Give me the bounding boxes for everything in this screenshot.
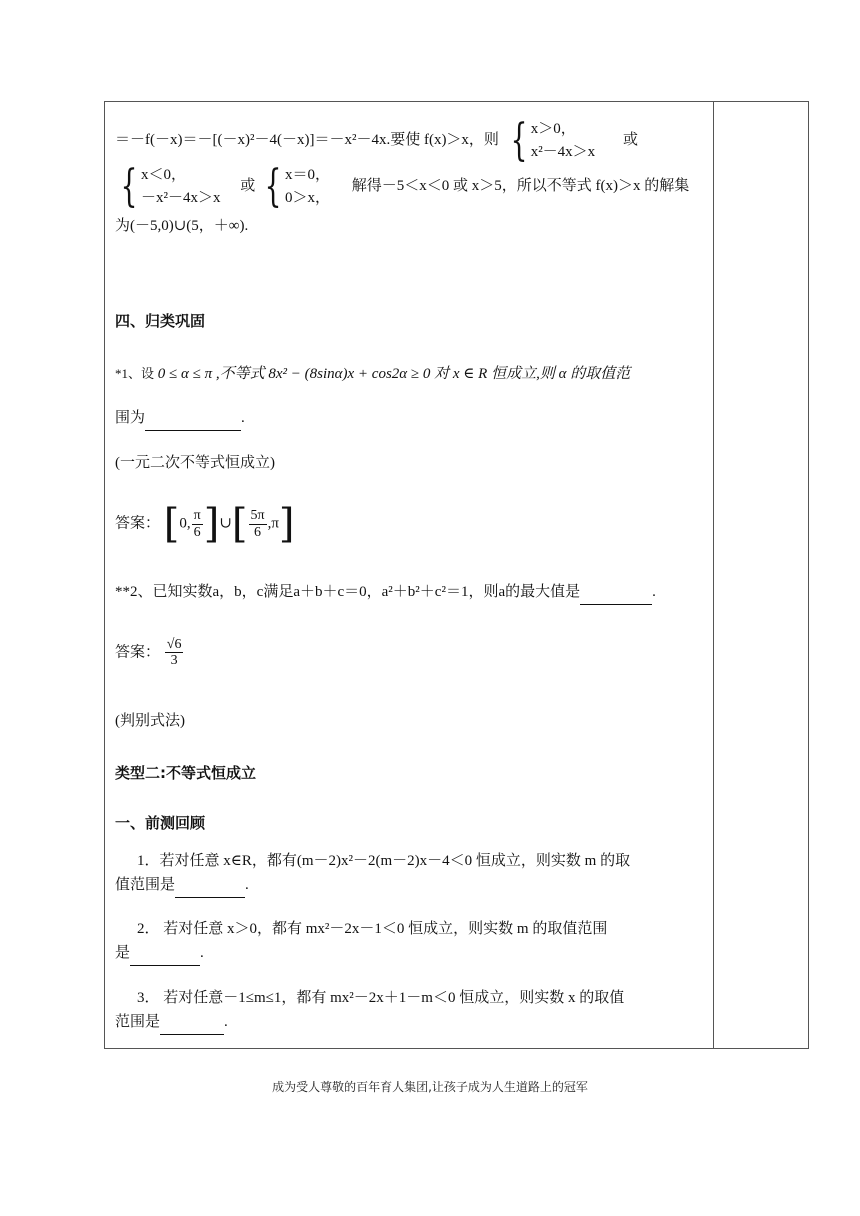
section-heading: 四、归类巩固	[115, 312, 206, 330]
solution-line-1: ＝－f(－x)＝－[(－x)²－4(－x)]＝－x²－4x.要使 f(x)＞x，则 { x＞0， x²－4x＞x 或	[115, 114, 638, 166]
column-divider	[713, 102, 714, 1048]
system-2: { x＜0， －x²－4x＞x	[120, 160, 221, 212]
problem-2-line-2: 是 .	[115, 942, 204, 966]
problem-2: 2． 若对任意 x＞0，都有 mx²－2x－1＜0 恒成立，则实数 m 的取值范围	[137, 921, 608, 937]
page-footer: 成为受人尊敬的百年育人集团,让孩子成为人生道路上的冠军	[272, 1080, 588, 1094]
problem-1-line-2: 值范围是 .	[115, 874, 249, 898]
problem-3-line-2: 范围是 .	[115, 1011, 228, 1035]
answer-blank	[160, 1011, 224, 1035]
answer-blank	[580, 581, 652, 605]
question-1: *1、设 0 ≤ α ≤ π ,不等式 8x² − (8sinα)x + cos2α ≥ 0 对 x ∈ R 恒成立,则 α 的取值范	[115, 366, 631, 382]
question-1-note: (一元二次不等式恒成立)	[115, 455, 275, 471]
answer-blank	[130, 942, 200, 966]
problem-1: 1．若对任意 x∈R，都有(m－2)x²－2(m－2)x－4＜0 恒成立，则实数 m 的取	[137, 853, 631, 869]
solution-line-3: 为(－5,0)∪(5，＋∞).	[115, 218, 249, 234]
solution-line-2: { x＜0， －x²－4x＞x 或 { x＝0， 0＞x， 解得－5＜x＜0 或 x＞5，所以不等式 f(x)＞x 的解集	[115, 164, 689, 209]
answer-blank	[145, 407, 241, 431]
answer-blank	[175, 874, 245, 898]
content-table	[104, 101, 809, 1049]
system-3: { x＝0， 0＞x，	[264, 160, 331, 212]
question-2-note: (判别式法)	[115, 713, 185, 729]
subsection-heading: 一、前测回顾	[115, 814, 206, 832]
system-1: { x＞0， x²－4x＞x	[510, 114, 596, 166]
answer-1: 答案： [0, $\frac{\pi}{6}$ ]∪[ $\frac{5\pi}{6}$ ,π]	[115, 501, 295, 547]
question-2: **2、已知实数a，b，c满足a＋b＋c＝0，a²＋b²＋c²＝1，则a的最大值是 .	[115, 581, 656, 605]
problem-3: 3． 若对任意－1≤m≤1，都有 mx²－2x＋1－m＜0 恒成立，则实数 x 的取值	[137, 990, 625, 1006]
type-heading: 类型二:不等式恒成立	[115, 764, 256, 782]
question-1-line-2: 围为 .	[115, 407, 245, 431]
answer-2: 答案： $\frac{√6}{3}$	[115, 637, 182, 669]
